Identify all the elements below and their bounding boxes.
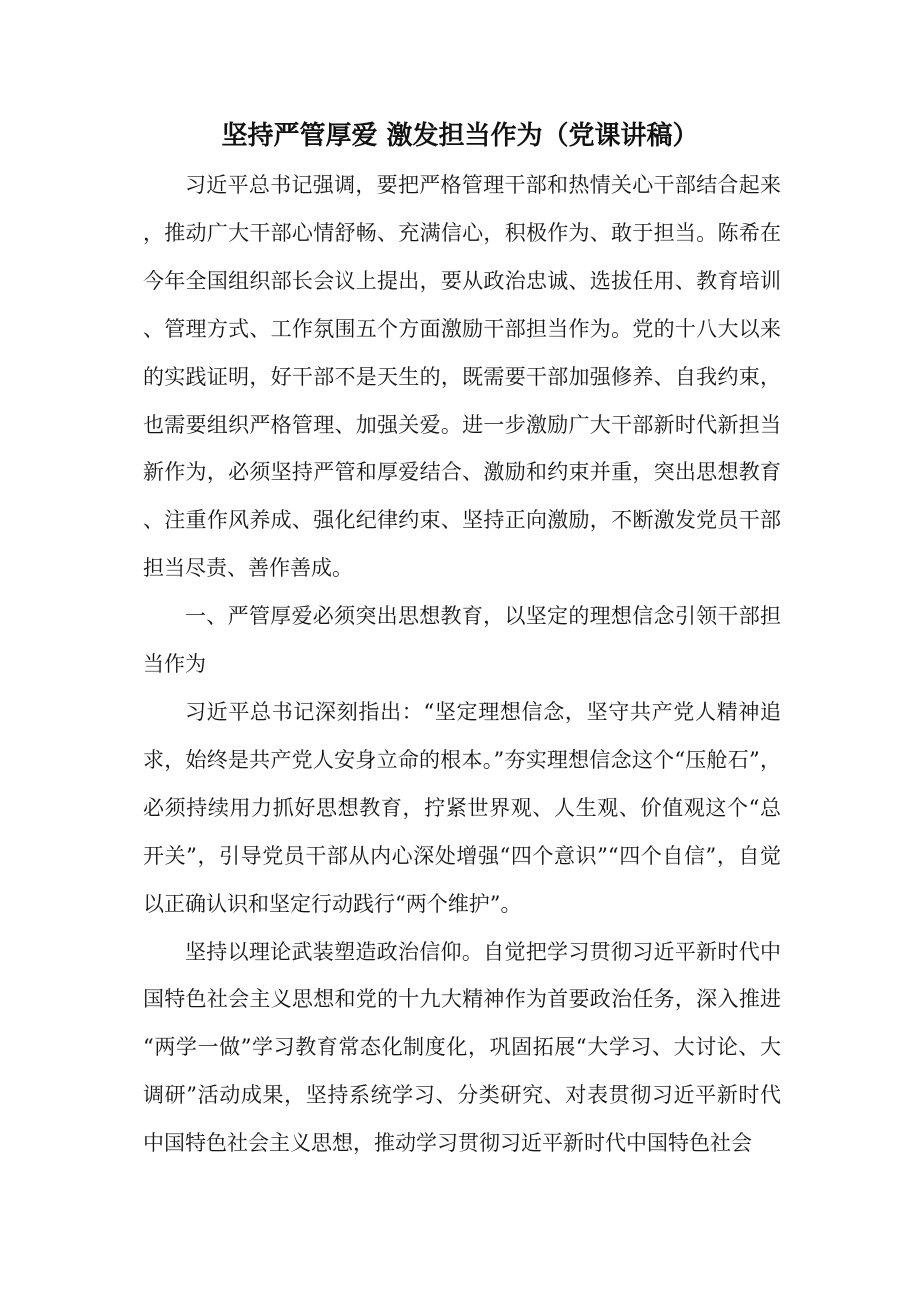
- paragraph-intro: 习近平总书记强调，要把严格管理干部和热情关心干部结合起来，推动广大干部心情舒畅、充满信心，积极作为、敢于担当。陈希在今年全国组织部长会议上提出，要从政治忠诚、选拔任用、教育培训、管理方式、工作氛围五个方面激励干部担当作为。党的十八大以来的实践证明，好干部不是天生的，既需要干部加强修养、自我约束，也需要组织严格管理、加强关爱。进一步激励广大干部新时代新担当新作为，必须坚持严管和厚爱结合、激励和约束并重，突出思想教育、注重作风养成、强化纪律约束、坚持正向激励，不断激发党员干部担当尽责、善作善成。: [143, 173, 781, 581]
- paragraph-quote: 习近平总书记深刻指出：“坚定理想信念，坚守共产党人精神追求，始终是共产党人安身立命的根本。”夯实理想信念这个“压舱石”，必须持续用力抓好思想教育，拧紧世界观、人生观、价值观这个“总开关”，引导党员干部从内心深处增强“四个意识”“四个自信”，自觉以正确认识和坚定行动践行“两个维护”。: [143, 699, 781, 916]
- document-title: 坚持严管厚爱 激发担当作为（党课讲稿）: [221, 121, 699, 151]
- paragraph-theory: 坚持以理论武装塑造政治信仰。自觉把学习贯彻习近平新时代中国特色社会主义思想和党的十九大精神作为首要政治任务，深入推进“两学一做”学习教育常态化制度化，巩固拓展“大学习、大讨论、大调研”活动成果，坚持系统学习、分类研究、对表贯彻习近平新时代中国特色社会主义思想，推动学习贯彻习近平新时代中国特色社会: [143, 939, 781, 1156]
- document-body: [143, 162, 781, 1168]
- section-heading-1: 一、严管厚爱必须突出思想教育，以坚定的理想信念引领干部担当作为: [143, 604, 781, 677]
